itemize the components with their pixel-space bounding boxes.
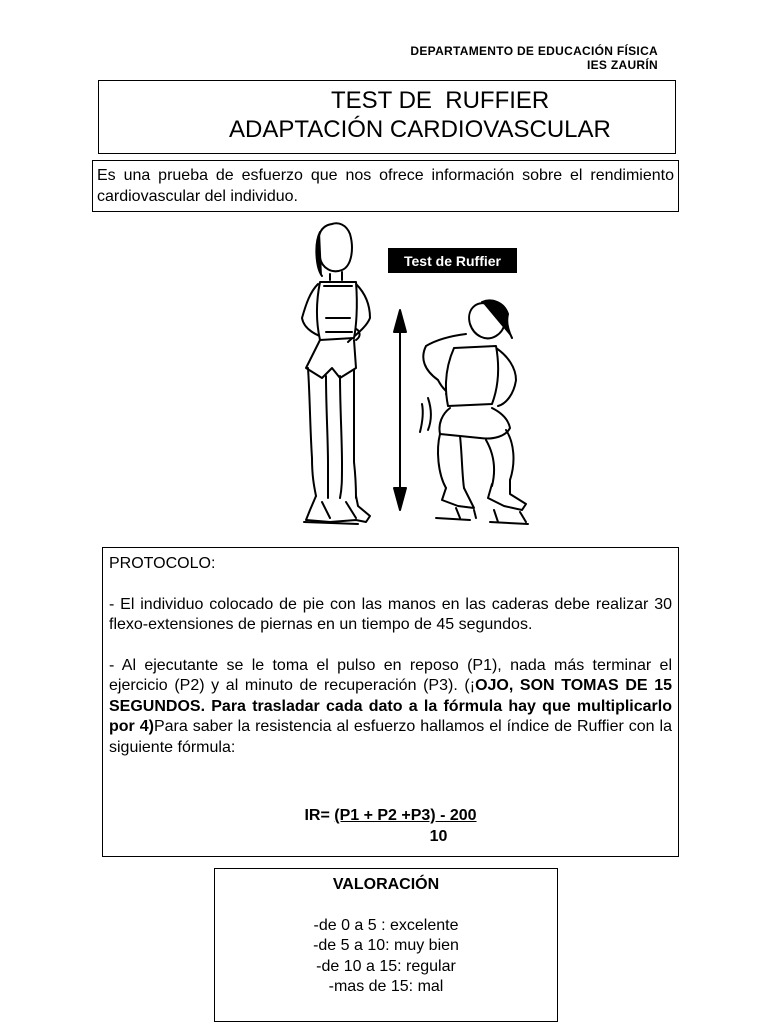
title-box (98, 80, 676, 154)
formula-lhs: IR= (304, 807, 335, 824)
formula-denominator: 10 (429, 828, 448, 845)
school-name: IES ZAURÍN (586, 58, 658, 72)
title-line-1: TEST DE RUFFIER (331, 87, 550, 114)
figure-label: Test de Ruffier (388, 248, 517, 273)
intro-text: Es una prueba de esfuerzo que nos ofrece información sobre el rendimiento cardiovascular del individuo. (92, 160, 679, 212)
department-name: DEPARTAMENTO DE EDUCACIÓN FÍSICA (410, 44, 658, 58)
squatting-figure-icon (420, 301, 528, 525)
protocol-heading: PROTOCOLO: (109, 555, 216, 572)
valoracion-item: -de 0 a 5 : excelente (313, 916, 459, 934)
protocol-paragraph-1: - El individuo colocado de pie con las manos en las caderas debe realizar 30 flexo-extensiones de piernas en un tiempo de 45 segundos. (109, 595, 672, 633)
standing-figure-icon (302, 223, 370, 524)
title-line-2: ADAPTACIÓN CARDIOVASCULAR (229, 116, 611, 143)
formula-numerator: (P1 + P2 +P3) - 200 (334, 807, 477, 824)
valoracion-heading: VALORACIÓN (332, 876, 440, 893)
ruffier-formula (103, 806, 678, 845)
valoracion-item: -de 5 a 10: muy bien (313, 937, 459, 954)
header-department (410, 44, 658, 72)
valoracion-box (214, 868, 558, 1022)
protocol-text-a: - Al ejecutante se le toma el pulso en reposo (P1), nada más terminar el ejercicio (P2) y al minuto de recuperación (P3). (¡ (109, 656, 672, 694)
valoracion-item: -mas de 15: mal (328, 978, 444, 995)
valoracion-item: -de 10 a 15: regular (316, 957, 456, 975)
protocol-box (102, 547, 679, 857)
protocol-paragraph-2 (109, 656, 672, 759)
protocol-warning: OJO, SON TOMAS DE 15 SEGUNDOS. Para trasladar cada dato a la fórmula hay que multiplicarlo por 4) (109, 677, 672, 735)
protocol-text-b: Para saber la resistencia al esfuerzo hallamos el índice de Ruffier con la siguiente fórmula: (109, 718, 672, 756)
vertical-arrow-icon (394, 310, 406, 510)
